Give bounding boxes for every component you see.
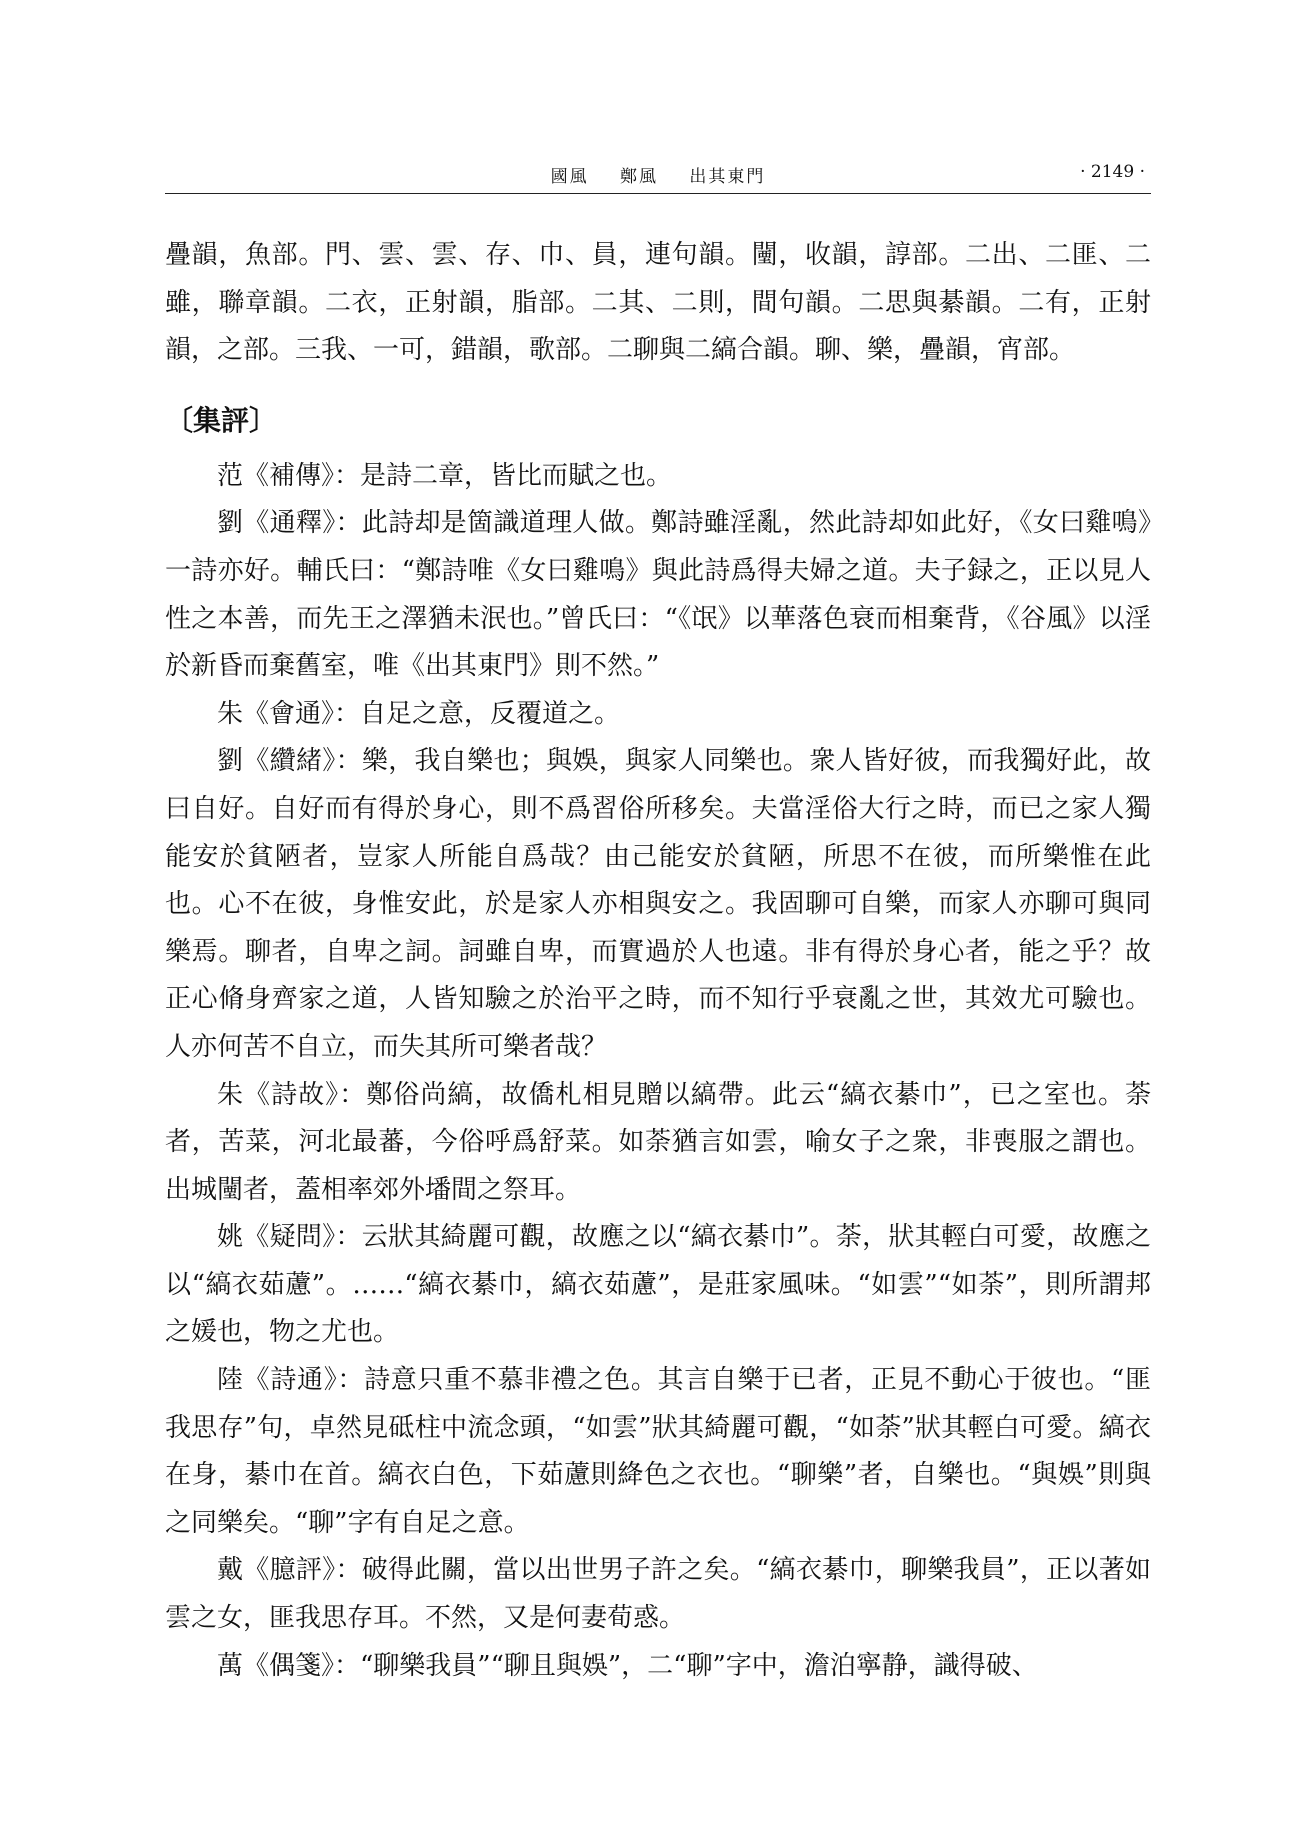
header-section-guofeng: 國風 <box>550 167 589 187</box>
commentary-zhu-huitong: 朱《會通》：自足之意，反覆道之。 <box>217 698 621 729</box>
commentary-lu-shitong: 陸《詩通》：詩意只重不慕非禮之色。其言自樂于已者，正見不動心于彼也。“匪我思存”句，卓然見砥柱中流念頭，“如雲”狀其綺麗可觀，“如荼”狀其輕白可愛。縞衣在身，綦巾在首。縞衣白色，下茹藘則絳色之衣也。“聊樂”者，自樂也。“與娛”則與之同樂矣。“聊”字有自足之意。 <box>165 1365 1151 1538</box>
header-title <box>165 162 1151 187</box>
header-section-zhengfeng: 鄭風 <box>620 167 658 187</box>
commentary-zhu-shigu: 朱《詩故》：鄭俗尚縞，故僑札相見贈以縞帶。此云“縞衣綦巾”，已之室也。荼者，苦菜，河北最蕃，今俗呼爲舒菜。如荼猶言如雲，喻女子之衆，非喪服之謂也。出城闉者，蓋相率郊外墦間之祭耳。 <box>165 1079 1151 1205</box>
commentary-fan-buzhuan: 范《補傳》：是詩二章，皆比而賦之也。 <box>217 460 673 491</box>
commentary-dai-yiping: 戴《臆評》：破得此關，當以出世男子許之矣。“縞衣綦巾，聊樂我員”，正以著如雲之女，匪我思存耳。不然，又是何妻荀惑。 <box>165 1555 1151 1634</box>
section-heading-collected-comments: 〔集評〕 <box>165 403 278 437</box>
commentary-yao-yiwen: 姚《疑問》：云狀其綺麗可觀，故應之以“縞衣綦巾”。荼，狀其輕白可愛，故應之以“縞衣茹藘”。……“縞衣綦巾，縞衣茹藘”，是莊家風味。“如雲”“如荼”，則所謂邦之媛也，物之尤也。 <box>165 1222 1151 1348</box>
commentary-wan-oujian: 萬《偶箋》：“聊樂我員”“聊且與娛”，二“聊”字中，澹泊寧静，識得破、 <box>217 1650 1038 1681</box>
rhyme-analysis-paragraph: 疊韻，魚部。門、雲、雲、存、巾、員，連句韻。闉，收韻，諄部。二出、二匪、二雖，聯章韻。二衣，正射韻，脂部。二其、二則，間句韻。二思與綦韻。二有，正射韻，之部。三我、一可，錯韻，歌部。二聊與二縞合韻。聊、樂，疊韻，宵部。 <box>165 240 1151 366</box>
commentary-liu-zuanxu: 劉《纘緒》：樂，我自樂也；與娛，與家人同樂也。衆人皆好彼，而我獨好此，故曰自好。自好而有得於身心，則不爲習俗所移矣。夫當淫俗大行之時，而已之家人獨能安於貧陋者，豈家人所能自爲哉？由己能安於貧陋，所思不在彼，而所樂惟在此也。心不在彼，身惟安此，於是家人亦相與安之。我固聊可自樂，而家人亦聊可與同樂焉。聊者，自卑之詞。詞雖自卑，而實過於人也遠。非有得於身心者，能之乎？故正心脩身齊家之道，人皆知驗之於治平之時，而不知行乎衰亂之世，其效尤可驗也。人亦何苦不自立，而失其所可樂者哉？ <box>165 746 1151 1062</box>
page-body <box>165 232 1151 1690</box>
commentary-liu-tongshi: 劉《通釋》：此詩却是箇識道理人做。鄭詩雖淫亂，然此詩却如此好，《女曰雞鳴》一詩亦好。輔氏曰：“鄭詩唯《女曰雞鳴》與此詩爲得夫婦之道。夫子録之，正以見人性之本善，而先王之澤猶未泯也。”曾氏曰：“《氓》以華落色衰而相棄背，《谷風》以淫於新昏而棄舊室，唯《出其東門》則不然。” <box>165 508 1151 682</box>
running-header <box>165 158 1151 194</box>
header-poem-title: 出其東門 <box>689 167 766 187</box>
page-number: · 2149 · <box>1080 162 1145 182</box>
